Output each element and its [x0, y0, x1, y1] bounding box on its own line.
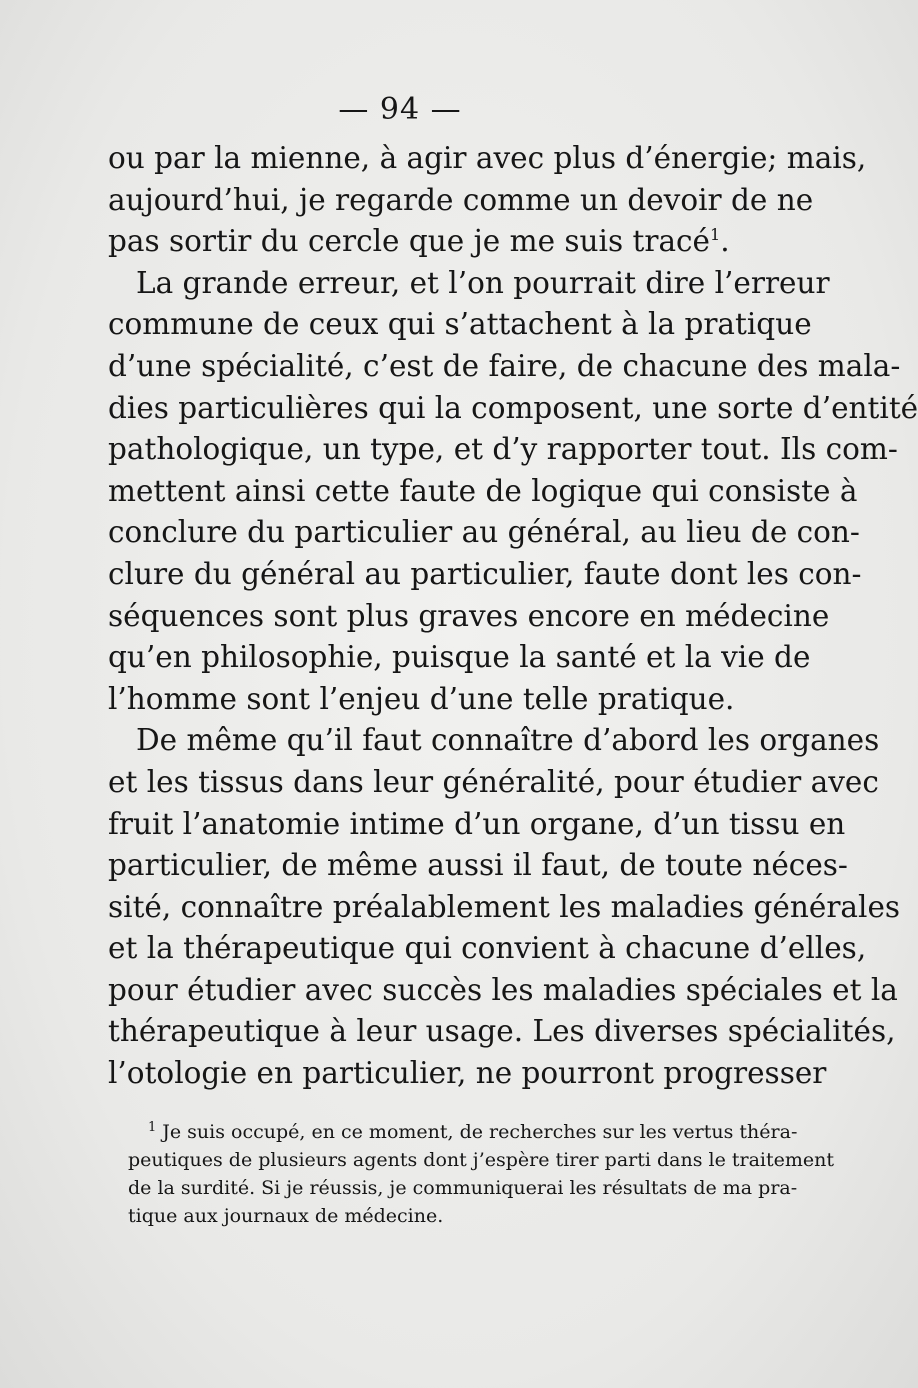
text-line: commune de ceux qui s’attachent à la pratique — [108, 307, 812, 342]
footnote-line: de la surdité. Si je réussis, je communiquerai les résultats de ma pra- — [128, 1177, 798, 1199]
text-line: thérapeutique à leur usage. Les diverses spécialités, — [108, 1014, 896, 1049]
text-line: sité, connaître préalablement les maladies générales — [108, 889, 901, 924]
text-line: d’une spécialité, c’est de faire, de chacune des mala- — [108, 348, 901, 383]
text-line: pathologique, un type, et d’y rapporter tout. Ils com- — [108, 432, 898, 467]
text-line: l’otologie en particulier, ne pourront progresser — [108, 1056, 827, 1091]
body-text — [108, 138, 918, 1095]
text-line: conclure du particulier au général, au lieu de con- — [108, 515, 860, 550]
footnote — [128, 1118, 834, 1230]
text-line: ou par la mienne, à agir avec plus d’énergie; mais, — [108, 141, 867, 175]
footnote-marker: 1 — [148, 1119, 157, 1135]
text-segment: . — [720, 224, 730, 259]
footnote-line — [128, 1118, 798, 1146]
text-line: La grande erreur, et l’on pourrait dire l’erreur — [136, 265, 830, 300]
text-line: fruit l’anatomie intime d’un organe, d’un tissu en — [108, 806, 846, 841]
footnote-line: tique aux journaux de médecine. — [128, 1205, 444, 1227]
text-line: particulier, de même aussi il faut, de toute néces- — [108, 848, 848, 883]
text-line: clure du général au particulier, faute dont les con- — [108, 556, 862, 591]
text-line: séquences sont plus graves encore en médecine — [108, 598, 830, 633]
text-line: et les tissus dans leur généralité, pour étudier avec — [108, 764, 879, 799]
text-line: De même qu’il faut connaître d’abord les organes — [136, 723, 880, 758]
text-line: pour étudier avec succès les maladies spéciales et la — [108, 972, 898, 1007]
text-line: aujourd’hui, je regarde comme un devoir de ne — [108, 182, 814, 217]
footnote-reference: 1 — [710, 225, 721, 245]
footnote-text: Je suis occupé, en ce moment, de recherches sur les vertus théra- — [162, 1121, 798, 1143]
text-line — [108, 221, 730, 263]
page-number: — 94 — — [338, 92, 462, 127]
text-line: l’homme sont l’enjeu d’une telle pratique. — [108, 681, 735, 716]
text-line: dies particulières qui la composent, une sorte d’entité — [108, 390, 918, 425]
footnote-line: peutiques de plusieurs agents dont j’espère tirer parti dans le traitement — [128, 1149, 834, 1171]
text-line: qu’en philosophie, puisque la santé et la vie de — [108, 640, 811, 675]
text-line: et la thérapeutique qui convient à chacune d’elles, — [108, 931, 867, 966]
text-segment: pas sortir du cercle que je me suis tracé — [108, 224, 711, 259]
text-line: mettent ainsi cette faute de logique qui consiste à — [108, 473, 858, 508]
